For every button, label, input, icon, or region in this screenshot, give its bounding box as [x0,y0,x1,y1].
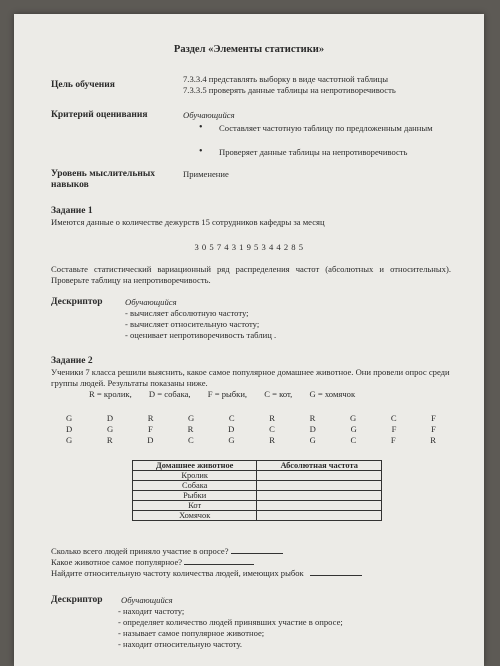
table-header-frequency: Абсолютная частота [257,461,382,471]
criteria-intro: Обучающийся [183,110,235,120]
grid-cell: C [188,435,194,445]
grid-row-1 [66,413,436,424]
table-cell-animal: Собака [133,481,257,491]
question-1-text: Сколько всего людей приняло участие в опросе? [51,546,229,556]
grid-cell: R [147,413,154,423]
criteria-label: Критерий оценивания [51,110,148,120]
grid-cell: R [106,435,113,445]
grid-cell: C [228,413,235,423]
table-cell-frequency[interactable] [257,511,382,521]
task2-legend: R = кролик, D = собака, F = рыбки, C = кот, G = хомячок [89,389,356,399]
task1-descriptor-item-2: - вычисляет относительную частоту; [125,319,260,329]
grid-cell: R [269,435,275,445]
task1-descriptor-intro: Обучающийся [125,297,177,307]
answer-blank-2[interactable] [184,564,254,565]
task1-descriptor-label: Дескриптор [51,297,103,307]
question-2-text: Какое животное самое популярное? [51,557,183,567]
level-label-line-2: навыков [51,180,89,190]
grid-cell: R [309,413,316,423]
goal-label: Цель обучения [51,80,115,90]
grid-cell: G [66,435,73,445]
table-cell-frequency[interactable] [257,471,382,481]
question-3-text: Найдите относительную частоту количества людей, имеющих рыбок [51,568,304,578]
answer-blank-3[interactable] [310,575,362,576]
criteria-bullet-2: • Проверяет данные таблицы на непротиворечивость [219,147,469,158]
answer-blank-1[interactable] [231,553,283,554]
worksheet-page [14,14,484,666]
question-2 [51,557,254,568]
task1-intro: Имеются данные о количестве дежурств 15 сотрудников кафедры за месяц [51,217,325,227]
question-3 [51,568,362,579]
task2-descriptor-item-2: - определяет количество людей принявших участие в опросе; [118,617,343,627]
table-cell-frequency[interactable] [257,501,382,511]
task2-descriptor-intro: Обучающийся [121,595,173,605]
grid-cell: G [66,413,73,423]
table-cell-animal: Кролик [133,471,257,481]
grid-cell: R [187,424,194,434]
grid-cell: C [269,424,275,434]
task2-descriptor-item-3: - называет самое популярное животное; [118,628,265,638]
grid-cell: D [228,424,235,434]
criteria-bullet-1: • Составляет частотную таблицу по предложенным данным [219,123,459,134]
goal-line-2: 7.3.3.5 проверять данные таблицы на непротиворечивость [183,85,396,95]
task1-title: Задание 1 [51,206,93,216]
grid-cell: R [430,435,436,445]
grid-row-2 [66,424,436,435]
table-row [133,501,382,511]
frequency-table [132,460,382,521]
grid-cell: C [390,413,397,423]
table-cell-animal: Хомячок [133,511,257,521]
table-row [133,511,382,521]
grid-row-3 [66,435,436,446]
grid-cell: G [228,435,235,445]
grid-cell: F [431,413,436,423]
grid-cell: D [309,424,316,434]
task1-instruction: Составьте статистический вариационный ряд распределения частот (абсолютных и относительных). Проверьте таблицу на непротиворечивость. [51,264,451,285]
grid-cell: F [390,435,396,445]
level-value: Применение [183,169,229,179]
grid-cell: F [431,424,436,434]
grid-cell: F [148,424,153,434]
table-cell-animal: Кот [133,501,257,511]
question-1 [51,546,283,557]
task2-intro: Ученики 7 класса решили выяснить, какое самое популярное домашнее животное. Они провели опрос среди группы людей. Результаты показаны ниже. [51,367,450,388]
grid-cell: R [269,413,275,423]
task1-descriptor-item-1: - вычисляет абсолютную частоту; [125,308,249,318]
task2-descriptor-item-4: - находит относительную частоту. [118,639,243,649]
task1-sequence: 3 0 5 7 4 3 1 9 5 3 4 4 2 8 5 [194,242,304,252]
grid-cell: G [188,413,195,423]
survey-results-grid [66,413,436,446]
task2-descriptor-label: Дескриптор [51,595,103,605]
level-label-line-1: Уровень мыслительных [51,169,155,179]
table-cell-frequency[interactable] [257,491,382,501]
page-title: Раздел «Элементы статистики» [173,44,325,55]
table-row [133,491,382,501]
grid-cell: G [107,424,114,434]
grid-cell: D [106,413,114,423]
task1-descriptor-item-3: - оценивает непротиворечивость таблиц . [125,330,277,340]
grid-cell: C [350,435,357,445]
task2-title: Задание 2 [51,356,93,366]
grid-cell: F [391,424,397,434]
table-cell-frequency[interactable] [257,481,382,491]
grid-cell: G [350,424,357,434]
grid-cell: D [147,435,154,445]
table-row [133,481,382,491]
grid-cell: G [349,413,357,423]
goal-line-1: 7.3.3.4 представлять выборку в виде частотной таблицы [183,74,389,84]
table-row [133,471,382,481]
task2-descriptor-item-1: - находит частоту; [118,606,185,616]
table-cell-animal: Рыбки [133,491,257,501]
grid-cell: D [66,424,73,434]
table-header-animal: Домашнее животное [133,461,257,471]
grid-cell: G [309,435,316,445]
